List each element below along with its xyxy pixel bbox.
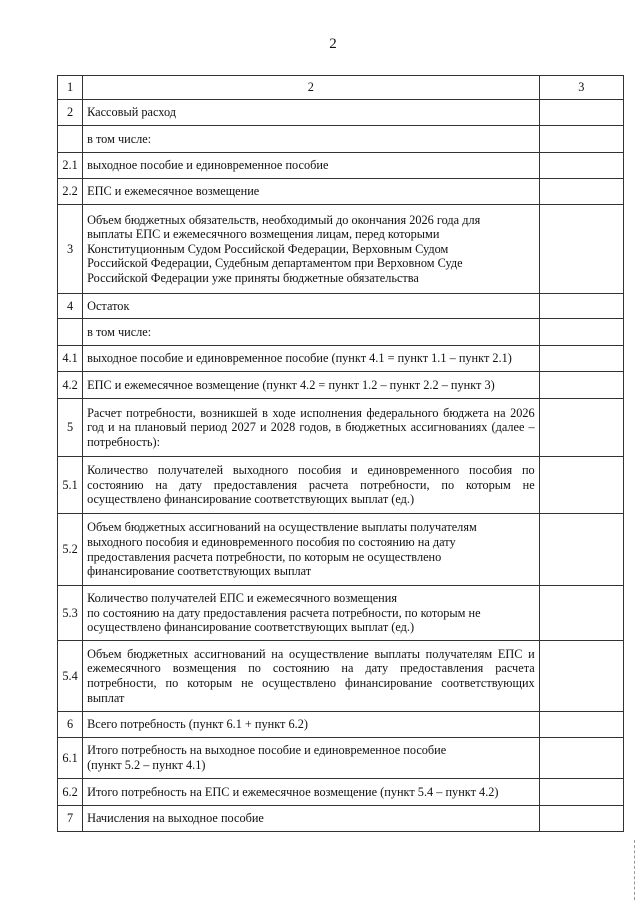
row-number: 3: [58, 205, 83, 294]
table-row: [58, 641, 624, 712]
row-value-cell: [539, 100, 623, 126]
row-number: 6.2: [58, 779, 83, 806]
row-description: [83, 514, 540, 586]
description-line: Российской Федерации, Судебным департаментом при Верховном Суде: [87, 256, 463, 271]
table-row: [58, 806, 624, 832]
scan-artifact: [634, 840, 637, 900]
description-line: финансирование соответствующих выплат: [87, 564, 312, 579]
budget-table: [57, 75, 624, 832]
description-line: Объем бюджетных ассигнований на осуществление выплаты получателям: [87, 520, 477, 535]
description-line: Российской Федерации уже приняты бюджетные обязательства: [87, 270, 419, 285]
row-number: [58, 319, 83, 346]
row-number: 7: [58, 806, 83, 832]
row-description: выходное пособие и единовременное пособие: [83, 153, 540, 179]
row-description: в том числе:: [83, 126, 540, 153]
row-value-cell: [539, 205, 623, 294]
table-row: [58, 586, 624, 641]
row-description: ЕПС и ежемесячное возмещение: [83, 179, 540, 205]
row-value-cell: [539, 153, 623, 179]
row-value-cell: [539, 641, 623, 712]
table-row: [58, 100, 624, 126]
description-line: Объем бюджетных обязательств, необходимый до окончания 2026 года для: [87, 212, 481, 227]
row-description: Итого потребность на ЕПС и ежемесячное возмещение (пункт 5.4 – пункт 4.2): [83, 779, 540, 806]
table-row: [58, 457, 624, 514]
row-value-cell: [539, 457, 623, 514]
row-number: 5.2: [58, 514, 83, 586]
row-number: 4: [58, 294, 83, 319]
table-header-row: [58, 76, 624, 100]
description-line: (пункт 5.2 – пункт 4.1): [87, 758, 206, 772]
table-row: [58, 319, 624, 346]
description-line: выплаты ЕПС и ежемесячного возмещения лицам, перед которыми: [87, 227, 440, 242]
row-value-cell: [539, 738, 623, 779]
table-row: [58, 514, 624, 586]
description-line: по состоянию на дату предоставления расчета потребности, по которым не: [87, 605, 481, 620]
row-value-cell: [539, 346, 623, 372]
row-description: [83, 205, 540, 294]
row-value-cell: [539, 514, 623, 586]
header-col-1: 1: [58, 76, 83, 100]
table-row: [58, 153, 624, 179]
row-description: [83, 586, 540, 641]
row-description: Всего потребность (пункт 6.1 + пункт 6.2): [83, 712, 540, 738]
row-description: в том числе:: [83, 319, 540, 346]
table-row: [58, 294, 624, 319]
table-row: [58, 179, 624, 205]
row-number: 5.1: [58, 457, 83, 514]
table-row: [58, 779, 624, 806]
table-row: [58, 126, 624, 153]
description-line: Количество получателей ЕПС и ежемесячного возмещения: [87, 591, 397, 606]
table-row: [58, 399, 624, 457]
header-col-2: 2: [83, 76, 540, 100]
description-line: выходного пособия и единовременного пособия по состоянию на дату: [87, 534, 456, 549]
table-row: [58, 372, 624, 399]
description-line: осуществлено финансирование соответствующих выплат (ед.): [87, 620, 415, 635]
row-number: 4.1: [58, 346, 83, 372]
description-line: предоставления расчета потребности, по которым не осуществлено: [87, 549, 442, 564]
row-description: Расчет потребности, возникшей в ходе исполнения федерального бюджета на 2026 год и на плановый период 2027 и 2028 годов, в бюджетных ассигнованиях (далее – потребность):: [83, 399, 540, 457]
row-number: 2: [58, 100, 83, 126]
row-number: 5.4: [58, 641, 83, 712]
row-value-cell: [539, 294, 623, 319]
row-value-cell: [539, 319, 623, 346]
table-row: [58, 205, 624, 294]
page-number: 2: [329, 36, 337, 52]
row-number: 2.2: [58, 179, 83, 205]
row-value-cell: [539, 779, 623, 806]
row-number: 6: [58, 712, 83, 738]
table-row: [58, 738, 624, 779]
row-description: Начисления на выходное пособие: [83, 806, 540, 832]
description-line: Конституционным Судом Российской Федерации, Верховным Судом: [87, 241, 449, 256]
header-col-3: 3: [539, 76, 623, 100]
row-number: 6.1: [58, 738, 83, 779]
row-value-cell: [539, 586, 623, 641]
row-value-cell: [539, 399, 623, 457]
row-value-cell: [539, 806, 623, 832]
row-description: Кассовый расход: [83, 100, 540, 126]
row-number: 2.1: [58, 153, 83, 179]
row-description: выходное пособие и единовременное пособие (пункт 4.1 = пункт 1.1 – пункт 2.1): [83, 346, 540, 372]
row-value-cell: [539, 126, 623, 153]
row-number: 5.3: [58, 586, 83, 641]
row-description: Остаток: [83, 294, 540, 319]
row-value-cell: [539, 712, 623, 738]
row-number: 4.2: [58, 372, 83, 399]
row-number: 5: [58, 399, 83, 457]
row-number: [58, 126, 83, 153]
row-description: Количество получателей выходного пособия и единовременного пособия по состоянию на дату предоставления расчета потребности, по которым не осуществлено финансирование соответствующих выплат (ед.): [83, 457, 540, 514]
row-description: Объем бюджетных ассигнований на осуществление выплаты получателям ЕПС и ежемесячного возмещения по состоянию на дату предоставления расчета потребности, по которым не осуществлено финансирование соответствующих выплат: [83, 641, 540, 712]
table-row: [58, 346, 624, 372]
table-row: [58, 712, 624, 738]
row-value-cell: [539, 179, 623, 205]
row-description: [83, 738, 540, 779]
row-description: ЕПС и ежемесячное возмещение (пункт 4.2 = пункт 1.2 – пункт 2.2 – пункт 3): [83, 372, 540, 399]
description-line: Итого потребность на выходное пособие и единовременное пособие: [87, 743, 447, 758]
row-value-cell: [539, 372, 623, 399]
